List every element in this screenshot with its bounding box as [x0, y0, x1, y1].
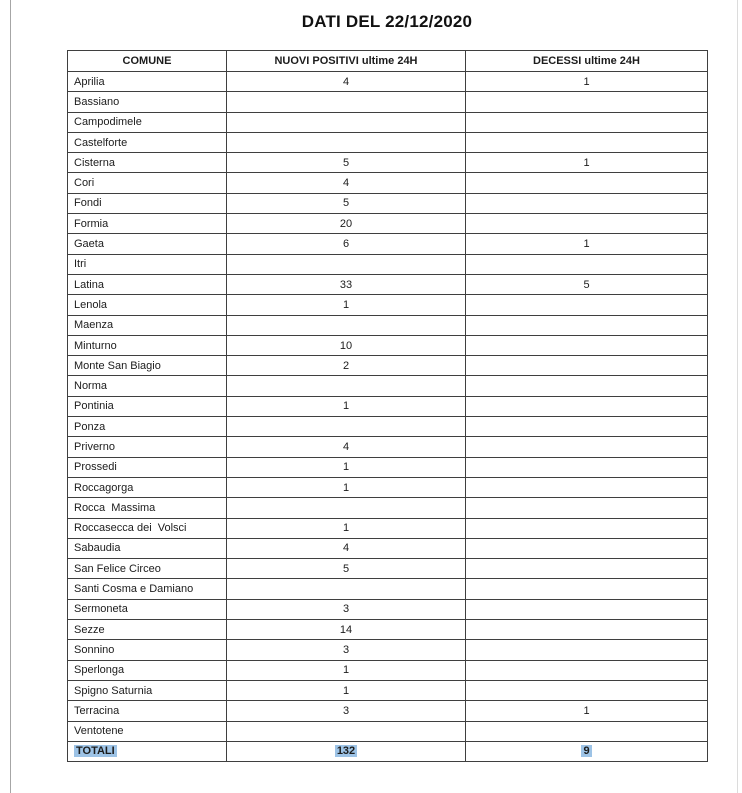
column-header-nuovi-positivi: NUOVI POSITIVI ultime 24H — [227, 51, 466, 72]
comune-cell: Roccasecca dei Volsci — [68, 518, 227, 538]
nuovi-positivi-cell: 1 — [227, 295, 466, 315]
nuovi-positivi-cell: 10 — [227, 335, 466, 355]
comune-cell: Roccagorga — [68, 477, 227, 497]
page-content — [67, 0, 707, 762]
decessi-cell — [466, 295, 708, 315]
comune-cell: Pontinia — [68, 396, 227, 416]
table-row — [68, 518, 708, 538]
decessi-cell — [466, 477, 708, 497]
comune-cell: Sabaudia — [68, 538, 227, 558]
page-edge-left-line — [10, 0, 11, 793]
totals-decessi-value: 9 — [583, 745, 590, 758]
table-row — [68, 457, 708, 477]
comune-cell: Latina — [68, 274, 227, 294]
comune-cell: Prossedi — [68, 457, 227, 477]
table-row — [68, 620, 708, 640]
table-row — [68, 376, 708, 396]
nuovi-positivi-cell: 1 — [227, 660, 466, 680]
totals-row — [68, 741, 708, 761]
decessi-cell — [466, 173, 708, 193]
nuovi-positivi-cell: 6 — [227, 234, 466, 254]
comune-cell: Campodimele — [68, 112, 227, 132]
comune-cell: Bassiano — [68, 92, 227, 112]
table-row — [68, 538, 708, 558]
decessi-cell: 5 — [466, 274, 708, 294]
covid-data-table — [67, 50, 708, 762]
nuovi-positivi-cell: 20 — [227, 214, 466, 234]
table-row — [68, 356, 708, 376]
decessi-cell — [466, 396, 708, 416]
column-header-decessi: DECESSI ultime 24H — [466, 51, 708, 72]
decessi-cell: 1 — [466, 234, 708, 254]
decessi-cell — [466, 620, 708, 640]
nuovi-positivi-cell: 4 — [227, 437, 466, 457]
nuovi-positivi-cell — [227, 112, 466, 132]
table-row — [68, 680, 708, 700]
comune-cell: San Felice Circeo — [68, 559, 227, 579]
table-row — [68, 599, 708, 619]
table-row — [68, 498, 708, 518]
nuovi-positivi-cell: 2 — [227, 356, 466, 376]
table-row — [68, 214, 708, 234]
page-edge-right-line — [737, 0, 738, 793]
table-row — [68, 132, 708, 152]
comune-cell: Cisterna — [68, 153, 227, 173]
table-row — [68, 437, 708, 457]
table-row — [68, 721, 708, 741]
table-row — [68, 234, 708, 254]
nuovi-positivi-cell — [227, 376, 466, 396]
decessi-cell — [466, 437, 708, 457]
table-row — [68, 701, 708, 721]
comune-cell: Castelforte — [68, 132, 227, 152]
nuovi-positivi-cell: 1 — [227, 457, 466, 477]
nuovi-positivi-cell: 1 — [227, 396, 466, 416]
table-row — [68, 112, 708, 132]
totals-decessi-cell — [466, 741, 708, 761]
comune-cell: Cori — [68, 173, 227, 193]
table-row — [68, 92, 708, 112]
table-row — [68, 274, 708, 294]
comune-cell: Gaeta — [68, 234, 227, 254]
table-row — [68, 295, 708, 315]
nuovi-positivi-cell: 1 — [227, 680, 466, 700]
comune-cell: Sezze — [68, 620, 227, 640]
page-title: DATI DEL 22/12/2020 — [301, 12, 473, 31]
comune-cell: Ponza — [68, 417, 227, 437]
decessi-cell: 1 — [466, 701, 708, 721]
decessi-cell — [466, 356, 708, 376]
table-row — [68, 335, 708, 355]
table-row — [68, 315, 708, 335]
totals-nuovi-positivi-cell — [227, 741, 466, 761]
decessi-cell — [466, 680, 708, 700]
decessi-cell — [466, 599, 708, 619]
table-row — [68, 254, 708, 274]
decessi-cell — [466, 254, 708, 274]
decessi-cell — [466, 498, 708, 518]
decessi-cell — [466, 132, 708, 152]
table-row — [68, 173, 708, 193]
comune-cell: Minturno — [68, 335, 227, 355]
table-row — [68, 193, 708, 213]
comune-cell: Fondi — [68, 193, 227, 213]
comune-cell: Aprilia — [68, 72, 227, 92]
decessi-cell — [466, 538, 708, 558]
decessi-cell — [466, 112, 708, 132]
decessi-cell — [466, 518, 708, 538]
nuovi-positivi-cell: 5 — [227, 559, 466, 579]
totals-label-cell — [68, 741, 227, 761]
decessi-cell — [466, 559, 708, 579]
column-header-comune: COMUNE — [68, 51, 227, 72]
decessi-cell — [466, 92, 708, 112]
comune-cell: Itri — [68, 254, 227, 274]
comune-cell: Maenza — [68, 315, 227, 335]
decessi-cell: 1 — [466, 72, 708, 92]
totals-nuovi-positivi-value: 132 — [336, 745, 356, 758]
table-row — [68, 72, 708, 92]
comune-cell: Norma — [68, 376, 227, 396]
nuovi-positivi-cell: 1 — [227, 518, 466, 538]
decessi-cell — [466, 214, 708, 234]
nuovi-positivi-cell: 1 — [227, 477, 466, 497]
comune-cell: Santi Cosma e Damiano — [68, 579, 227, 599]
totals-label: TOTALI — [76, 745, 115, 758]
comune-cell: Lenola — [68, 295, 227, 315]
comune-cell: Sperlonga — [68, 660, 227, 680]
table-row — [68, 396, 708, 416]
decessi-cell — [466, 335, 708, 355]
header-row — [68, 51, 708, 72]
nuovi-positivi-cell — [227, 132, 466, 152]
nuovi-positivi-cell — [227, 579, 466, 599]
decessi-cell: 1 — [466, 153, 708, 173]
decessi-cell — [466, 417, 708, 437]
table-row — [68, 477, 708, 497]
nuovi-positivi-cell: 4 — [227, 173, 466, 193]
decessi-cell — [466, 579, 708, 599]
nuovi-positivi-cell — [227, 254, 466, 274]
decessi-cell — [466, 193, 708, 213]
table-row — [68, 153, 708, 173]
decessi-cell — [466, 376, 708, 396]
table-row — [68, 660, 708, 680]
table-row — [68, 417, 708, 437]
comune-cell: Spigno Saturnia — [68, 680, 227, 700]
decessi-cell — [466, 315, 708, 335]
nuovi-positivi-cell: 33 — [227, 274, 466, 294]
decessi-cell — [466, 640, 708, 660]
table-row — [68, 579, 708, 599]
comune-cell: Rocca Massima — [68, 498, 227, 518]
nuovi-positivi-cell — [227, 417, 466, 437]
comune-cell: Monte San Biagio — [68, 356, 227, 376]
comune-cell: Formia — [68, 214, 227, 234]
nuovi-positivi-cell — [227, 498, 466, 518]
comune-cell: Terracina — [68, 701, 227, 721]
nuovi-positivi-cell — [227, 92, 466, 112]
decessi-cell — [466, 721, 708, 741]
nuovi-positivi-cell: 3 — [227, 640, 466, 660]
decessi-cell — [466, 457, 708, 477]
nuovi-positivi-cell: 14 — [227, 620, 466, 640]
nuovi-positivi-cell: 4 — [227, 538, 466, 558]
nuovi-positivi-cell — [227, 721, 466, 741]
nuovi-positivi-cell: 3 — [227, 701, 466, 721]
comune-cell: Priverno — [68, 437, 227, 457]
comune-cell: Ventotene — [68, 721, 227, 741]
nuovi-positivi-cell: 5 — [227, 193, 466, 213]
nuovi-positivi-cell: 5 — [227, 153, 466, 173]
comune-cell: Sonnino — [68, 640, 227, 660]
comune-cell: Sermoneta — [68, 599, 227, 619]
nuovi-positivi-cell — [227, 315, 466, 335]
nuovi-positivi-cell: 3 — [227, 599, 466, 619]
decessi-cell — [466, 660, 708, 680]
table-row — [68, 559, 708, 579]
table-row — [68, 640, 708, 660]
nuovi-positivi-cell: 4 — [227, 72, 466, 92]
